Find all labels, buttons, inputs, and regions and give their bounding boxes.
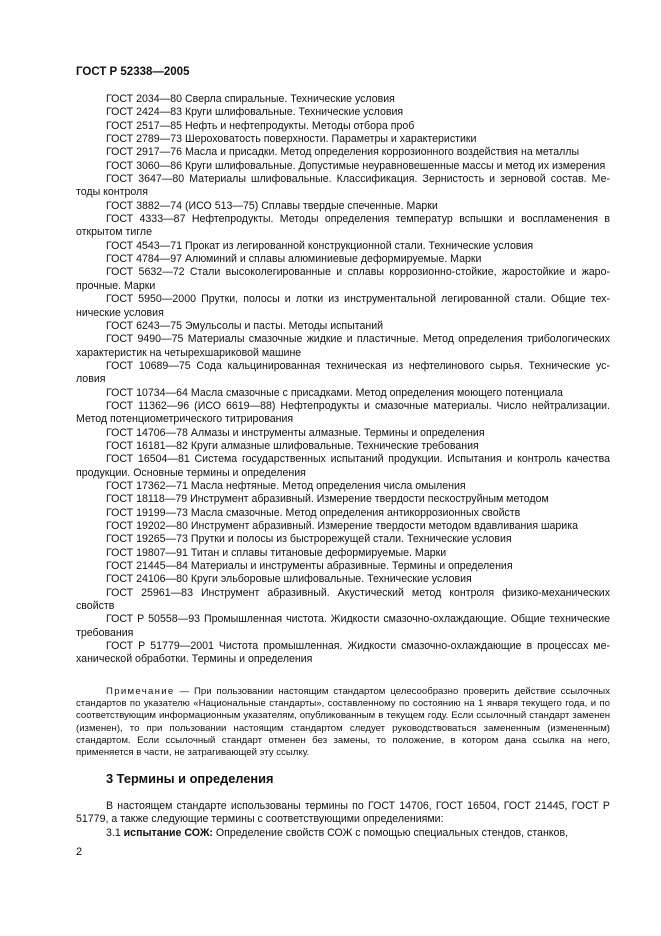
reference-item: ГОСТ 6243—75 Эмульсолы и пасты. Методы испытаний [106, 319, 384, 332]
reference-item: ГОСТ 9490—75 Материалы смазочные жидкие и пластичные. Метод определения трибологических характеристик на четырехшариковой машине [76, 333, 610, 359]
reference-item: ГОСТ 17362—71 Масла нефтяные. Метод определения числа омыления [106, 479, 466, 492]
reference-item: ГОСТ 3647—80 Материалы шлифовальные. Классификация. Зернистость и зерновой состав. Методы контроля [76, 173, 610, 199]
section-body [76, 800, 610, 840]
reference-item: ГОСТ 4333—87 Нефтепродукты. Методы определения температур вспышки и воспламенения в открытом тигле [76, 213, 610, 239]
intro-paragraph: В настоящем стандарте использованы термины по ГОСТ 14706, ГОСТ 16504, ГОСТ 21445, ГОСТ Р 51779, а также следующие термины с соответствующими определениями: [76, 800, 610, 826]
reference-item: ГОСТ 2424—83 Круги шлифовальные. Технические условия [106, 106, 404, 119]
reference-item: ГОСТ 3882—74 (ИСО 513—75) Сплавы твердые спеченные. Марки [106, 199, 438, 212]
term-paragraph [76, 827, 610, 840]
reference-item: ГОСТ 16181—82 Круги алмазные шлифовальные. Технические требования [106, 439, 479, 452]
reference-item: ГОСТ 16504—81 Система государственных испытаний продукции. Испытания и контроль качества продукции. Основные термины и определения [76, 453, 610, 479]
reference-item: ГОСТ 21445—84 Материалы и инструменты абразивные. Термины и определения [106, 560, 513, 573]
reference-item: ГОСТ 4784—97 Алюминий и сплавы алюминиевые деформируемые. Марки [106, 253, 482, 266]
term-definition: Определение свойств СОЖ с помощью специальных стендов, станков, [212, 826, 569, 839]
page-number: 2 [76, 846, 83, 858]
reference-item: ГОСТ 14706—78 Алмазы и инструменты алмазные. Термины и определения [106, 426, 485, 439]
reference-item: ГОСТ 18118—79 Инструмент абразивный. Измерение твердости пескоструйным методом [106, 493, 549, 506]
reference-item: ГОСТ 19265—73 Прутки и полосы из быстрорежущей стали. Технические условия [106, 533, 512, 546]
reference-item: ГОСТ 19807—91 Титан и сплавы титановые деформируемые. Марки [106, 546, 447, 559]
reference-item: ГОСТ Р 50558—93 Промышленная чистота. Жидкости смазочно-охлаждающие. Общие технические требования [76, 613, 610, 639]
normative-references-list [76, 93, 610, 667]
reference-item: ГОСТ 10689—75 Сода кальцинированная техническая из нефтелинового сырья. Технические условия [76, 359, 610, 386]
reference-item: ГОСТ 4543—71 Прокат из легированной конструкционной стали. Технические условия [106, 239, 534, 252]
reference-item: ГОСТ 5950—2000 Прутки, полосы и лотки из инструментальной легированной стали. Общие технические условия [76, 293, 610, 319]
term-number: 3.1 [106, 826, 124, 839]
reference-item: ГОСТ Р 51779—2001 Чистота промышленная. Жидкости смазочно-охлаждающие в процессах механической обработки. Термины и определения [76, 640, 610, 666]
note-paragraph [76, 686, 610, 759]
reference-item: ГОСТ 19199—73 Масла смазочные. Метод определения антикоррозионных свойств [106, 506, 521, 519]
reference-item: ГОСТ 2034—80 Сверла спиральные. Технические условия [106, 93, 395, 105]
term-name: испытание СОЖ: [123, 826, 213, 839]
reference-item: ГОСТ 24106—80 Круги эльборовые шлифовальные. Технические условия [106, 573, 472, 586]
reference-item: ГОСТ 11362—96 (ИСО 6619—88) Нефтепродукты и смазочные материалы. Число нейтрализации. Метод потенциометрического титрирования [76, 399, 610, 426]
reference-item: ГОСТ 5632—72 Стали высоколегированные и сплавы коррозионно-стойкие, жаростойкие и жаропрочные. Марки [76, 266, 610, 292]
reference-item: ГОСТ 25961—83 Инструмент абразивный. Акустический метод контроля физико-механических свойств [76, 586, 610, 613]
reference-item: ГОСТ 2917—76 Масла и присадки. Метод определения коррозионного воздействия на металлы [106, 146, 580, 159]
reference-item: ГОСТ 3060—86 Круги шлифовальные. Допустимые неуравновешенные массы и метод их измерения [106, 159, 606, 172]
note-label: Примечание [106, 686, 175, 697]
reference-item: ГОСТ 10734—64 Масла смазочные с присадками. Метод определения моющего потенциала [106, 386, 563, 399]
section-heading: 3 Термины и определения [106, 771, 274, 786]
note-text: — При пользовании настоящим стандартом целесообразно проверить действие ссылочных стандартов по указателю «Национальные стандарты», составленному по состоянию на 1 января текущего года, и по соответствующим информационным указателям, опубликованным в текущем году. Если ссылочный стандарт заменен (изменен), то при пользовании настоящим стандартом следует руководствоваться замененным (измененным) стандартом. Если ссылочный стандарт отменен без замены, то положение, в котором дана ссылка на него, применяется в части, не затрагивающей эту ссылку. [76, 686, 610, 759]
reference-item: ГОСТ 19202—80 Инструмент абразивный. Измерение твердости методом вдавливания шарика [106, 520, 578, 532]
reference-item: ГОСТ 2517—85 Нефть и нефтепродукты. Методы отбора проб [106, 119, 415, 132]
reference-item: ГОСТ 2789—73 Шероховатость поверхности. Параметры и характеристики [106, 133, 477, 146]
document-header: ГОСТ Р 52338—2005 [76, 66, 190, 78]
